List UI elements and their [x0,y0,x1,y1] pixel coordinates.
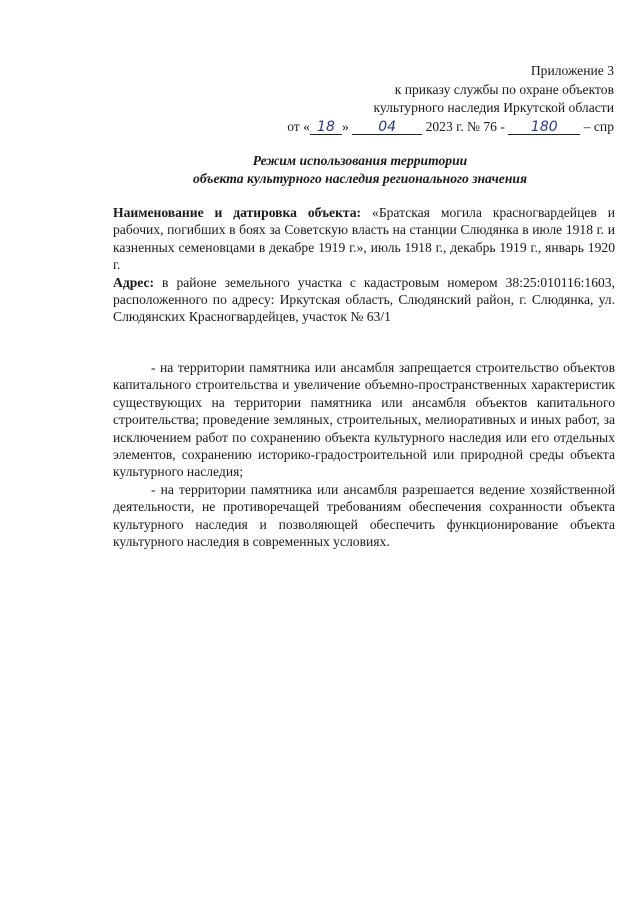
appendix-number: Приложение 3 [530,63,614,78]
permitted-activities: - на территории памятника или ансамбля разрешается ведение хозяйственной деятельности, не противоречащей требованиям обеспечения сохранности объекта культурного наследия и позволяющей обеспечить функционирование объекта культурного наследия в современных условиях. [113,481,615,550]
address-value: в районе земельного участка с кадастровым номером 38:25:010116:1603, расположенного по адресу: Иркутская область, Слюдянский район, г. Слюдянка, ул. Слюдянских Красногвардейцев, участок № 63/1 [113,274,615,325]
handwritten-month: 04 [352,120,422,135]
title-line-2: объекта культурного наследия регионального значения [193,171,527,186]
appendix-header [254,62,614,136]
date-prefix: от « [287,118,310,134]
title-line-1: Режим использования территории [252,153,468,168]
object-name-paragraph [113,204,615,274]
appendix-authority: культурного наследия Иркутской области [373,100,614,115]
address-paragraph [113,274,615,326]
appendix-order-ref: к приказу службы по охране объектов [394,81,614,97]
year-and-number-prefix: 2023 г. № 76 - [425,118,505,134]
address-label: Адрес: [113,274,155,290]
day-suffix: » [341,118,349,134]
object-info [113,204,615,326]
usage-regime [113,359,615,550]
handwritten-order-number: 180 [508,120,580,135]
document-title [100,152,620,188]
prohibited-activities: - на территории памятника или ансамбля запрещается строительство объектов капитального строительства и увеличение объемно-пространственных характеристик существующих на территории памятника или ансамбля объектов капитального строительства; проведение земляных, строительных, мелиоративных и иных работ, за исключением работ по сохранению объекта культурного наследия или его отдельных элементов, сохранению историко-градостроительной или природной среды объекта культурного наследия; [113,360,615,480]
handwritten-day: 18 [310,120,342,135]
object-name-value: «Братская могила красногвардейцев и рабочих, погибших в боях за Советскую власть на станции Слюдянка в июле 1918 г. и казненных семеновцами в декабре 1919 г.», июль 1918 г., декабрь 1919 г., январь 1920 г. [113,205,616,273]
object-name-label: Наименование и датировка объекта: [113,205,362,220]
order-date-line [254,118,614,137]
number-suffix: – спр [583,118,614,134]
